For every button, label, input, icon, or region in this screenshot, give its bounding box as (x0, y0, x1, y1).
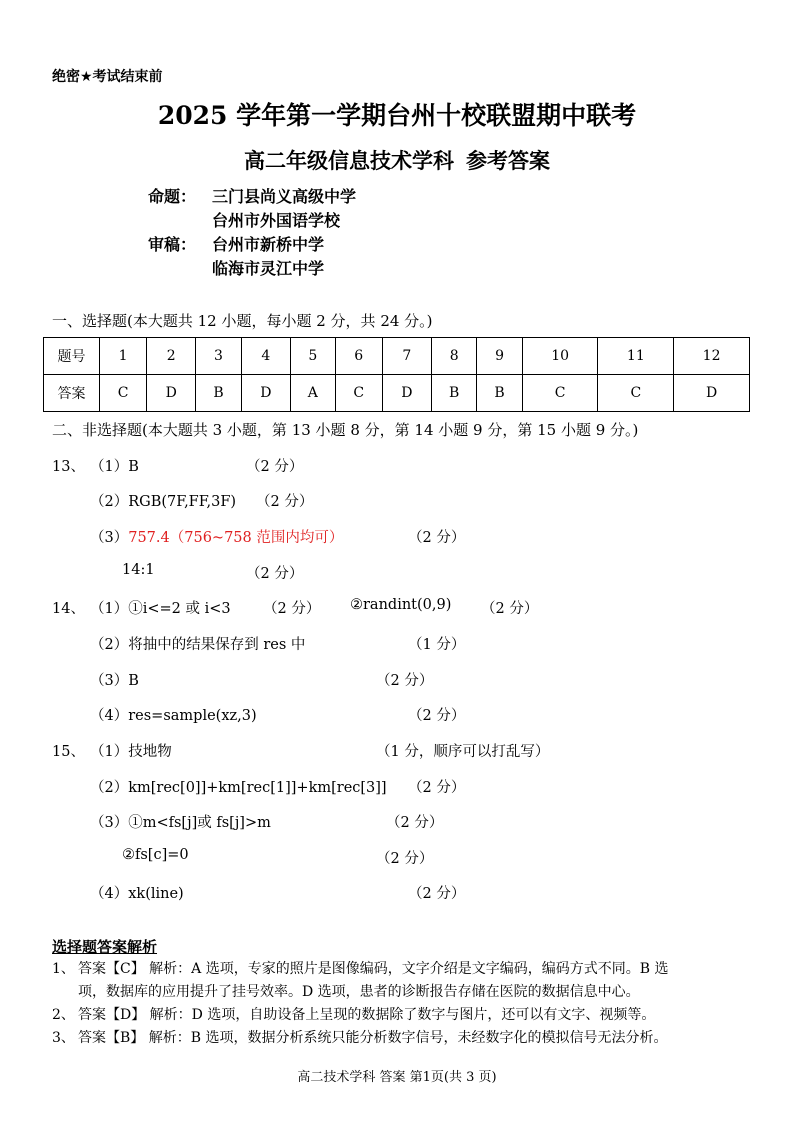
reviewer-line-1 (148, 232, 324, 255)
q13-score-1: （2 分） (246, 459, 304, 475)
table-cell-label: 答案 (44, 375, 100, 412)
part1-heading: 一、选择题(本大题共 12 小题，每小题 2 分，共 24 分。) (52, 312, 433, 330)
answer-table (43, 337, 750, 412)
q13-score-3: （2 分） (408, 530, 466, 546)
q13-score-2: （2 分） (256, 494, 314, 510)
analysis-item-1 (52, 958, 752, 1004)
q14-answer-4: （4）res=sample(xz,3) (90, 708, 257, 724)
analysis-title: 选择题答案解析 (52, 938, 158, 956)
table-cell: D (147, 375, 196, 412)
q14-score-1a: （2 分） (263, 601, 321, 617)
reviewer-line-2: 临海市灵江中学 (212, 259, 325, 278)
proposer-line-2: 台州市外国语学校 (212, 211, 341, 230)
q15-answer-2: （2）km[rec[0]]+km[rec[1]]+km[rec[3]] (90, 780, 387, 796)
q13-answer-3-prefix: （3） (90, 530, 129, 546)
reviewer-label: 审稿： (148, 235, 197, 254)
table-cell: 1 (100, 338, 147, 375)
q13-answer-4: 14:1 (122, 562, 155, 578)
analysis-item-2 (52, 1004, 752, 1027)
table-cell: 5 (290, 338, 335, 375)
q14-answer-3: （3）B (90, 673, 139, 689)
table-cell: B (196, 375, 241, 412)
subtitle-subject: 高二年级信息技术学科 (244, 148, 454, 173)
q15-answer-3: （3）①m<fs[j]或 fs[j]>m (90, 815, 271, 831)
table-cell: 2 (147, 338, 196, 375)
q13-number: 13、 (52, 459, 85, 475)
q13-answer-2: （2）RGB(7F,FF,3F) (90, 494, 237, 510)
q14-score-4: （2 分） (408, 708, 466, 724)
table-row-answers (44, 375, 750, 412)
q14-answer-1a: （1）①i<=2 或 i<3 (90, 601, 231, 617)
analysis-item-number: 3、 (52, 1030, 75, 1046)
table-cell: C (598, 375, 674, 412)
table-cell-label: 题号 (44, 338, 100, 375)
reviewer-school: 台州市新桥中学 (212, 235, 325, 254)
proposer-line-1 (148, 184, 356, 207)
analysis-item-text: 答案【B】 解析：B 选项，数据分析系统只能分析数字信号，未经数字化的模拟信号无法分析。 (78, 1030, 668, 1046)
q13-answer-1: （1）B (90, 459, 139, 475)
table-cell: 12 (674, 338, 750, 375)
q14-answer-2: （2）将抽中的结果保存到 res 中 (90, 637, 306, 653)
table-cell: 6 (335, 338, 382, 375)
q14-score-1b: （2 分） (481, 601, 539, 617)
proposer-label: 命题： (148, 187, 197, 206)
secret-label: 绝密★考试结束前 (52, 69, 163, 85)
exam-title: 2025 学年第一学期台州十校联盟期中联考 (157, 101, 637, 130)
table-cell: 10 (522, 338, 598, 375)
q15-score-2: （2 分） (408, 780, 466, 796)
q15-answer-1: （1）技地物 (90, 744, 172, 760)
q14-score-3: （2 分） (376, 673, 434, 689)
table-cell: C (100, 375, 147, 412)
analysis-item-3 (52, 1027, 752, 1050)
q13-answer-3-value: 757.4（756~758 范围内均可） (128, 530, 344, 546)
table-cell: 7 (382, 338, 431, 375)
analysis-item-text: 答案【C】 解析：A 选项，专家的照片是图像编码，文字介绍是文字编码，编码方式不同。B 选 (78, 961, 669, 977)
table-row-numbers (44, 338, 750, 375)
table-cell: D (241, 375, 290, 412)
table-cell: 9 (477, 338, 522, 375)
exam-subtitle (0, 145, 794, 175)
table-cell: C (522, 375, 598, 412)
part2-heading: 二、非选择题(本大题共 3 小题，第 13 小题 8 分，第 14 小题 9 分，第 15 小题 9 分。) (52, 421, 639, 439)
table-cell: 3 (196, 338, 241, 375)
proposer-school: 三门县尚义高级中学 (212, 187, 357, 206)
q15-number: 15、 (52, 744, 85, 760)
q15-score-1: （1 分，顺序可以打乱写） (376, 744, 550, 760)
analysis-item-number: 1、 (52, 961, 75, 977)
q13-answer-3 (90, 526, 343, 547)
q15-score-5: （2 分） (408, 886, 466, 902)
table-cell: D (382, 375, 431, 412)
q15-score-3: （2 分） (386, 815, 444, 831)
table-cell: A (290, 375, 335, 412)
table-cell: B (431, 375, 476, 412)
analysis-item-continuation: 项，数据库的应用提升了挂号效率。D 选项，患者的诊断报告存储在医院的数据信息中心。 (78, 984, 640, 1000)
table-cell: 4 (241, 338, 290, 375)
table-cell: 8 (431, 338, 476, 375)
q13-score-4: （2 分） (246, 566, 304, 582)
analysis-item-number: 2、 (52, 1007, 75, 1023)
q14-score-2: （1 分） (408, 637, 466, 653)
page-footer: 高二技术学科 答案 第1页(共 3 页) (297, 1070, 497, 1085)
q15-answer-4: ②fs[c]=0 (122, 847, 189, 863)
q15-answer-5: （4）xk(line) (90, 886, 184, 902)
table-cell: D (674, 375, 750, 412)
subtitle-answer-key: 参考答案 (466, 148, 550, 173)
q15-score-4: （2 分） (376, 851, 434, 867)
table-cell: B (477, 375, 522, 412)
q14-answer-1b: ②randint(0,9) (350, 597, 452, 613)
table-cell: 11 (598, 338, 674, 375)
table-cell: C (335, 375, 382, 412)
q14-number: 14、 (52, 601, 85, 617)
analysis-item-text: 答案【D】 解析：D 选项，自助设备上呈现的数据除了数字与图片，还可以有文字、视频等。 (78, 1007, 656, 1023)
